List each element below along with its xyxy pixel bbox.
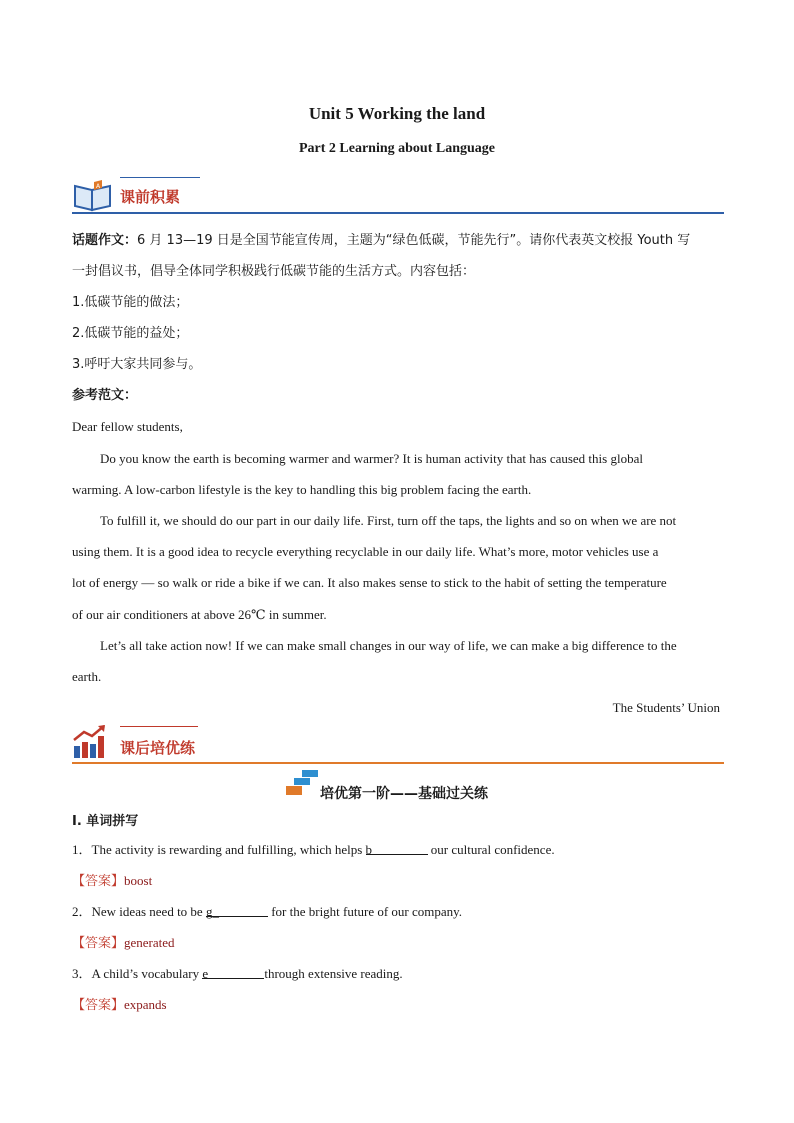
essay-line: Let’s all take action now! If we can make small changes in our way of life, we can make a big difference to the <box>100 638 677 653</box>
section-title: 课前积累 <box>120 188 181 206</box>
question-1: 1．The activity is rewarding and fulfilling, which helps b our cultural confidence. <box>72 842 555 857</box>
point-2: 2.低碳节能的益处； <box>72 326 189 341</box>
svg-text:A: A <box>96 183 101 190</box>
answer-2: 【答案】generated <box>72 935 175 951</box>
part-title: I. 单词拼写 <box>72 814 139 829</box>
essay-greeting: Dear fellow students, <box>72 419 183 434</box>
section-header-after-class <box>72 724 724 766</box>
bar-chart-icon <box>72 724 108 760</box>
essay-line: To fulfill it, we should do our part in our daily life. First, turn off the taps, the lights and so on when we are not <box>100 513 677 528</box>
title-overline <box>120 726 198 727</box>
section-divider <box>72 762 724 764</box>
stage-title: 培优第一阶——基础过关练 <box>320 786 488 802</box>
stage-header <box>282 770 522 804</box>
topic-line-1 <box>72 232 690 250</box>
sample-label: 参考范文： <box>72 388 138 403</box>
steps-icon <box>284 770 320 798</box>
section-divider <box>72 212 724 214</box>
essay-line: Do you know the earth is becoming warmer and warmer? It is human activity that has caused this global <box>100 451 643 466</box>
book-icon <box>72 178 114 212</box>
point-1: 1.低碳节能的做法； <box>72 295 189 310</box>
topic-label: 话题作文： <box>72 233 138 248</box>
topic-line-2: 一封倡议书，倡导全体同学积极践行低碳节能的生活方式。内容包括： <box>72 264 476 279</box>
page-subtitle: Part 2 Learning about Language <box>298 141 495 156</box>
question-2: 2．New ideas need to be g_ for the bright future of our company. <box>72 904 463 919</box>
point-3: 3.呼吁大家共同参与。 <box>72 357 202 372</box>
essay-signature: The Students’ Union <box>612 700 720 715</box>
answer-1: 【答案】boost <box>72 873 153 889</box>
answer-blank[interactable]: e <box>202 965 264 979</box>
topic-text-1: 6 月 13—19 日是全国节能宣传周，主题为“绿色低碳，节能先行”。请你代表英文校报 Youth 写 <box>137 233 691 248</box>
essay-line: of our air conditioners at above 26℃ in summer. <box>72 607 327 622</box>
section-header-pre-class <box>72 176 724 216</box>
page-title: Unit 5 Working the land <box>308 104 486 123</box>
answer-3: 【答案】expands <box>72 997 167 1013</box>
question-3: 3．A child’s vocabulary e through extensive reading. <box>72 966 403 981</box>
title-overline <box>120 177 200 178</box>
essay-line: lot of energy — so walk or ride a bike if we can. It also makes sense to stick to the habit of setting the temperature <box>72 575 667 590</box>
essay-line: warming. A low-carbon lifestyle is the key to handling this big problem facing the earth. <box>72 482 532 497</box>
essay-line: earth. <box>72 669 102 684</box>
answer-blank[interactable]: g_ <box>206 903 268 917</box>
section-title: 课后培优练 <box>120 739 196 757</box>
essay-line: using them. It is a good idea to recycle everything recyclable in our daily life. What’s more, motor vehicles use a <box>72 544 659 559</box>
answer-blank[interactable]: b <box>366 841 428 855</box>
